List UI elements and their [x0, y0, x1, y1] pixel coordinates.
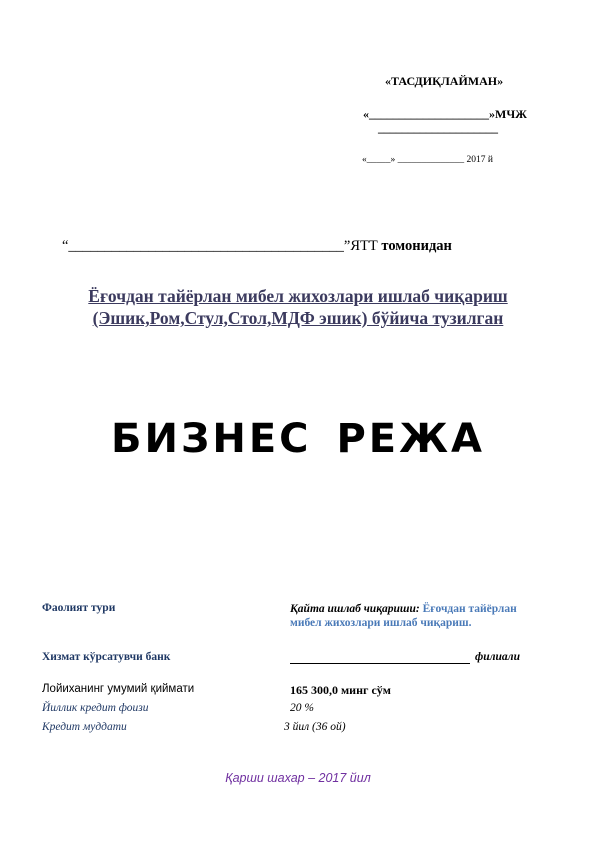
term-label: Кредит муддати [42, 721, 127, 733]
prepared-by-suffix: томонидан [381, 238, 452, 254]
bank-suffix: филиали [475, 651, 520, 663]
footer-city-year: Қарши шахар – 2017 йил [225, 771, 371, 785]
cost-value: 165 300,0 минг сўм [290, 683, 391, 697]
rate-label: Йиллик кредит фоизи [42, 702, 149, 714]
activity-description: Ёғочдан тайёрлан мибел жихозлари ишлаб чиқариш. [290, 603, 517, 629]
rate-value: 20 % [290, 702, 314, 714]
term-value: 3 йил (36 ой) [284, 721, 346, 733]
approval-sign-line: ____________________ [378, 121, 498, 135]
activity-label: Фаолият тури [42, 602, 116, 614]
bank-blank-line [290, 663, 470, 664]
cost-label: Лойиханинг умумий қиймати [42, 683, 195, 695]
activity-value [290, 602, 530, 630]
main-title: БИЗНЕС РЕЖА [110, 416, 486, 462]
approval-org-line: «____________________»МЧЖ [363, 107, 527, 121]
approval-date-line: «_____» ______________ 2017 й [362, 155, 493, 165]
prepared-by [62, 238, 452, 255]
approval-title: «ТАСДИҚЛАЙМАН» [385, 74, 504, 88]
activity-prefix: Қайта ишлаб чиқариши: [290, 603, 420, 615]
prepared-by-line: “______________________________________”ЯТТ [62, 238, 378, 254]
document-subject: Ёғочдан тайёрлан мибел жихозлари ишлаб чиқариш (Эшик,Ром,Стул,Стол,МДФ эшик) бўйича тузилган [88, 286, 508, 328]
bank-label: Хизмат кўрсатувчи банк [42, 651, 171, 663]
